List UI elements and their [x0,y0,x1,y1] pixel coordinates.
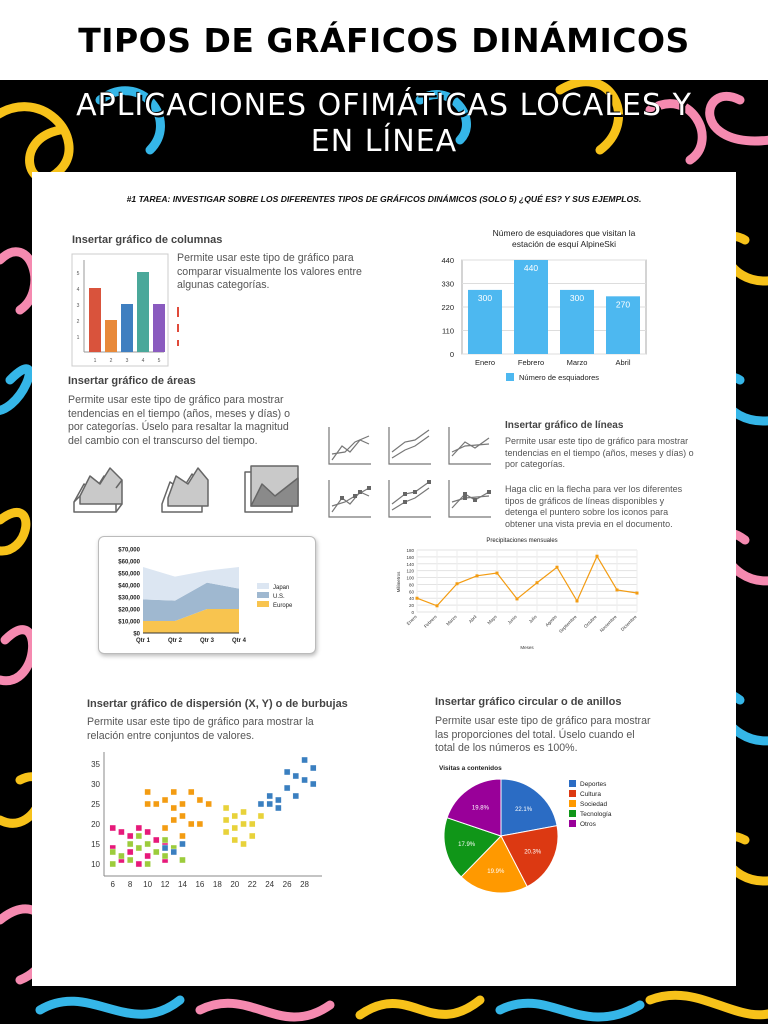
y-tick-label: 30 [91,780,100,789]
body-line: Permite usar este tipo de gráfico para mostrar [505,436,689,446]
y-tick-label: 330 [441,279,454,289]
x-tick-label: Enero [405,614,418,627]
section-body-pie [435,715,675,756]
precipitation-line-chart [392,534,642,656]
data-label: 270 [615,299,631,310]
document-page [32,172,736,986]
data-point [275,797,281,803]
legend-swatch [569,800,576,807]
legend-label: Cultura [580,791,601,798]
bar [89,288,101,352]
data-point [145,789,151,795]
y-tick-label: 0 [411,610,414,615]
section-title-pie: Insertar gráfico circular o de anillos [435,696,622,708]
body-line: Haga clic en la flecha para ver los diferentes [505,484,683,494]
data-point [416,597,419,600]
x-tick-label: 3 [125,358,129,364]
legend-label: U.S. [273,594,285,600]
legend-swatch [257,601,269,607]
y-tick-label: 220 [441,303,454,312]
y-tick-label: 20 [408,603,414,609]
chart-title: Visitas a contenidos [439,765,502,772]
data-point [110,861,116,867]
legend-label: Otros [580,821,596,828]
line-chart-icons [327,422,507,522]
chart-title-line: Número de esquiadores que visitan la [492,228,636,238]
y-tick-label: $0 [133,631,140,638]
data-point [171,849,177,855]
ski-bar-chart [424,224,694,386]
data-point [197,797,203,803]
section-body-lines [505,436,725,471]
x-tick-label: 24 [265,880,275,889]
data-point [162,837,168,843]
body-line: Permite usar este tipo de gráfico para mostrar la [87,716,314,728]
body-line: por categorías. Úselo para resaltar la magnitud [68,421,289,433]
legend-label: Europe [273,603,293,609]
body-line: tipos de gráficos de líneas disponibles y [505,495,665,506]
data-point [436,604,439,607]
x-tick-label: 1 [93,358,97,364]
x-tick-label: 16 [195,880,205,889]
x-tick-label: 20 [230,880,240,889]
pie-chart [437,760,667,900]
y-tick-label: 110 [442,326,454,336]
x-tick-label: 8 [127,880,133,889]
body-line: las proporciones del total. Úselo cuando el [435,728,635,741]
legend-label: Deportes [580,781,607,788]
page-header [0,0,768,80]
slice-label: 22.1% [515,806,533,813]
data-point [476,574,479,577]
data-point [171,789,177,795]
x-tick-label: 26 [282,880,292,889]
y-tick-label: 2 [76,319,80,325]
data-point [127,841,133,847]
y-tick-label: $50,000 [118,571,140,578]
marker [177,340,179,346]
data-point [275,805,281,811]
data-point [136,845,142,851]
data-point [596,555,599,558]
data-point [223,805,229,811]
y-tick-label: 80 [408,582,414,588]
marker [177,307,179,317]
x-tick-label: Marzo [566,358,588,367]
data-point [110,825,116,831]
data-point [162,797,168,803]
data-point [171,805,177,811]
y-tick-label: 440 [441,256,454,265]
x-tick-label: Noviembre [598,614,618,634]
body-line: algunas categorías. [177,279,270,291]
slice-label: 20.3% [524,849,542,856]
data-point [179,833,185,839]
data-point [267,793,273,799]
column-chart-small [70,252,170,370]
data-point [284,785,290,791]
slice-label: 19.8% [471,805,489,812]
legend-swatch [569,780,576,787]
data-point [118,829,124,835]
x-tick-label: 4 [141,358,145,364]
data-point [145,861,151,867]
bar [121,304,133,352]
data-point [232,825,238,831]
y-tick-label: 40 [408,596,414,602]
section-title-scatter: Insertar gráfico de dispersión (X, Y) o de burbujas [87,698,348,710]
data-point [110,849,116,855]
body-line: comparar visualmente los valores entre [177,265,362,278]
y-tick-label: $10,000 [118,619,140,626]
data-point [232,813,238,819]
x-tick-label: Qtr 3 [199,638,215,644]
x-tick-label: Junio [506,614,518,626]
data-point [171,817,177,823]
y-tick-label: 140 [406,561,414,567]
data-point [206,801,212,807]
legend-label: Tecnología [580,811,612,818]
x-tick-label: Abril [467,614,478,625]
y-tick-label: 25 [91,800,100,809]
data-point [456,582,459,585]
x-tick-label: Octubre [582,614,598,630]
body-line: por categorías. [505,459,566,469]
data-point [136,861,142,867]
data-point [145,853,151,859]
section-body-columns [177,252,407,293]
data-point [496,572,499,575]
x-tick-label: Agosto [544,614,558,628]
body-line: Permite usar este tipo de gráfico para [177,252,354,264]
x-tick-label: Qtr 2 [167,638,183,644]
data-point [258,801,264,807]
body-line: detenga el puntero sobre los iconos para [505,507,669,517]
x-tick-label: Septiembre [557,614,578,634]
data-point [188,789,194,795]
data-point [636,592,639,595]
data-point [153,801,159,807]
legend-swatch [257,583,269,589]
body-line: Permite usar este tipo de gráfico para mostrar [68,394,284,406]
data-point [576,599,579,602]
section-title-columns: Insertar gráfico de columnas [72,234,223,246]
data-point [153,837,159,843]
chart-title-line: estación de esquí AlpineSki [512,239,616,249]
data-point [162,825,168,831]
x-tick-label: 10 [143,880,153,889]
x-tick-label: Abril [615,358,631,367]
body-line: tendencias en el tiempo (años, meses y días) o [505,447,694,458]
y-tick-label: 160 [406,554,414,560]
data-point [232,837,238,843]
x-tick-label: Mayo [486,614,498,626]
data-point [310,765,316,771]
data-point [145,801,151,807]
section-title-lines: Insertar gráfico de líneas [505,420,624,431]
legend-swatch [569,820,576,827]
data-point [153,849,159,855]
area-chart-icons [70,462,310,524]
y-tick-label: $60,000 [118,559,140,566]
x-tick-label: Febrero [423,614,438,629]
data-point [179,841,185,847]
data-point [136,825,142,831]
y-tick-label: 100 [406,575,414,581]
x-tick-label: 2 [109,358,113,364]
slice-label: 19.9% [487,868,505,875]
data-point [616,588,619,591]
y-axis-label: Milímetros [396,571,401,593]
data-point [249,833,255,839]
y-tick-label: $30,000 [118,595,140,602]
x-axis-label: Meses [520,645,534,650]
subtitle [0,88,768,160]
data-point [136,833,142,839]
data-point [127,849,133,855]
data-point [536,581,539,584]
x-tick-label: Julio [527,614,538,625]
bar [105,320,117,352]
data-point [223,829,229,835]
x-tick-label: 6 [110,880,115,889]
data-point [197,821,203,827]
y-tick-label: 15 [91,840,100,849]
data-point [145,841,151,847]
y-tick-label: 1 [76,335,80,341]
subtitle-line-2: EN LÍNEA [310,124,458,159]
legend-swatch [257,592,269,598]
y-tick-label: 180 [406,548,414,553]
data-point [249,821,255,827]
y-tick-label: 20 [91,820,100,829]
chart-title: Precipitaciones mensuales [486,538,558,544]
section-body-lines-2 [505,484,725,530]
data-label: 300 [569,292,585,303]
subtitle-line-1: APLICACIONES OFIMÁTICAS LOCALES Y [76,88,692,123]
data-point [188,821,194,827]
y-tick-label: 120 [406,568,414,574]
x-tick-label: Qtr 1 [135,638,151,644]
y-tick-label: 10 [91,860,100,869]
y-tick-label: $40,000 [118,583,140,590]
x-tick-label: Enero [474,358,496,367]
data-point [516,597,519,600]
data-point [302,757,308,763]
data-point [162,853,168,859]
data-point [293,793,299,799]
x-tick-label: 18 [212,880,222,889]
area-chart-frame [98,536,316,654]
y-tick-label: 0 [449,350,454,359]
data-label: 300 [477,292,493,303]
data-point [118,853,124,859]
x-tick-label: 28 [300,880,310,889]
x-tick-label: Febrero [517,358,545,367]
body-line: obtener una vista previa en el documento. [505,518,673,529]
x-tick-label: Qtr 4 [231,638,247,644]
legend-swatch [569,810,576,817]
legend-label: Japan [273,585,290,591]
section-title-areas: Insertar gráfico de áreas [68,375,196,387]
y-tick-label: 35 [91,760,100,769]
marker [177,324,179,332]
section-body-scatter [87,716,367,743]
data-point [179,857,185,863]
body-line: total de los números es 100%. [435,742,578,754]
body-line: tendencias en el tiempo (años, meses y días) o [68,407,290,420]
y-tick-label: 5 [76,271,80,277]
x-tick-label: 5 [157,358,161,364]
area-chart [99,537,315,653]
legend-swatch [506,373,514,381]
body-line: Permite usar este tipo de gráfico para mostrar [435,715,651,727]
data-point [241,841,247,847]
legend-label: Sociedad [580,801,608,808]
x-tick-label: 12 [160,880,170,889]
scatter-chart [82,746,332,898]
data-point [127,857,133,863]
section-body-areas [68,394,338,448]
data-point [293,773,299,779]
y-tick-label: 60 [408,589,414,595]
x-tick-label: 14 [178,880,187,889]
data-point [556,566,559,569]
legend-label: Número de esquiadores [519,373,600,382]
data-point [310,781,316,787]
data-point [162,845,168,851]
bar [514,260,548,354]
data-point [302,777,308,783]
data-point [127,833,133,839]
data-point [241,809,247,815]
data-point [267,801,273,807]
x-tick-label: Marzo [445,614,458,627]
data-point [223,817,229,823]
y-tick-label: $70,000 [118,547,140,554]
body-line: del cambio con el transcurso del tiempo. [68,434,258,447]
bar [137,272,149,352]
y-tick-label: 3 [76,303,80,309]
page-title: TIPOS DE GRÁFICOS DINÁMICOS [78,20,690,60]
data-label: 440 [523,263,539,273]
legend-swatch [569,790,576,797]
x-tick-label: Diciembre [619,614,638,633]
data-point [179,813,185,819]
slice-label: 17.9% [458,842,476,849]
body-line: relación entre conjuntos de valores. [87,729,255,742]
data-point [145,829,151,835]
data-point [258,813,264,819]
data-point [241,821,247,827]
data-point [284,769,290,775]
task-heading: #1 TAREA: INVESTIGAR SOBRE LOS DIFERENTES TIPOS DE GRÁFICOS DINÁMICOS (SOLO 5) ¿QUÉ ES? Y SUS EJEMPLOS. [126,194,642,204]
y-tick-label: $20,000 [118,607,140,614]
x-tick-label: 22 [247,880,257,889]
bar [153,304,165,352]
data-point [179,801,185,807]
y-tick-label: 4 [76,287,80,293]
